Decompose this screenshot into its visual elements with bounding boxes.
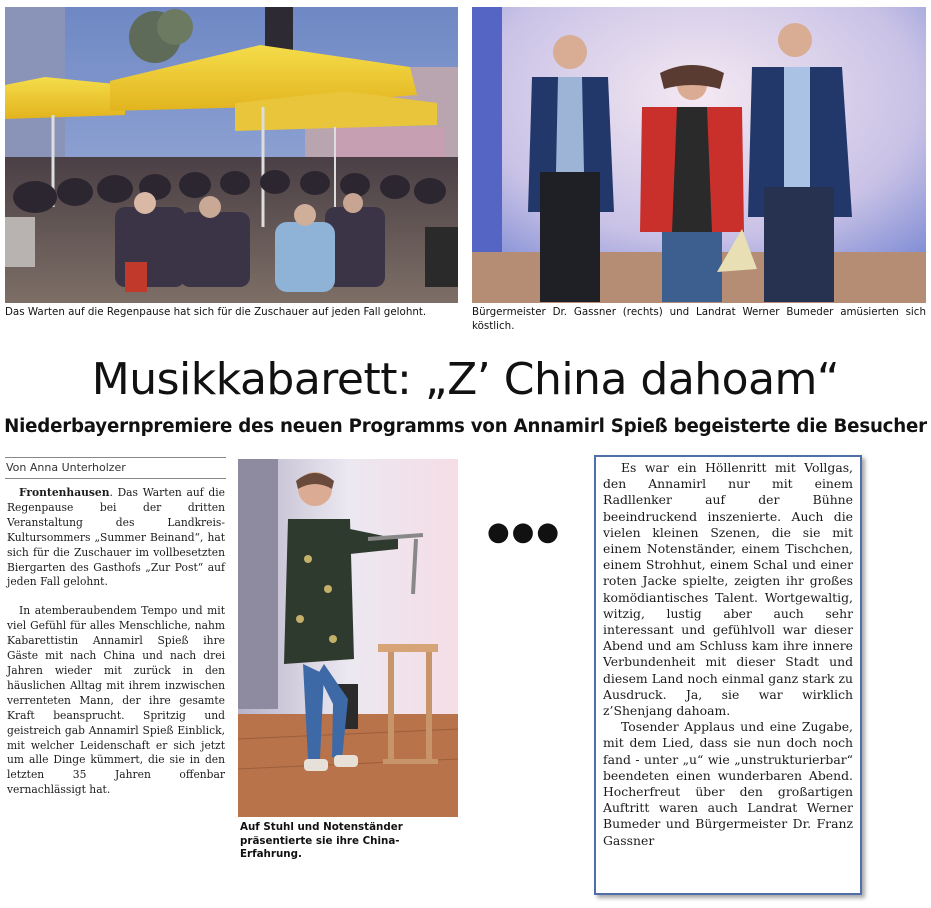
- caption-top-right: Bürgermeister Dr. Gassner (rechts) und Landrat Werner Bumeder amüsierten sich köstlich.: [472, 306, 926, 332]
- boxed-article-continuation: [594, 455, 862, 895]
- paragraph-2: In atemberaubendem Tempo und mit viel Gefühl für alles Menschliche, nahm Kabarettistin Annamirl Spieß ihre Gäste mit nach China und nach drei Jahren wieder mit zurück in den häuslichen Alltag mit ihrem inzwischen verrenteten Mann, der ihre gesamte Kraft beansprucht. Spritzig und geistreich gab Annamirl Spieß Einblick, mit welcher Leidenschaft er sich jetzt um alle Dinge kümmert, die sie in den letzten 35 Jahren offenbar vernachlässigt hat.: [7, 604, 225, 797]
- byline-rule: [5, 457, 226, 458]
- photo-audience-beer-garden: [5, 7, 458, 303]
- boxed-paragraph-2: Tosender Applaus und eine Zugabe, mit dem Lied, dass sie nun doch noch fand - unter „u“ wie „unstrukturierbar“ beendeten einen wunderbaren Abend. Hocherfreut über den großartigen Auftritt waren auch Landrat Werner Bumeder und Bürgermeister Dr. Franz Gassner: [603, 719, 853, 848]
- byline-rule-bottom: [5, 478, 226, 479]
- photo-performer-stage: [238, 459, 458, 817]
- dateline-place: Frontenhausen: [19, 486, 110, 499]
- byline: Von Anna Unterholzer: [6, 461, 126, 474]
- subheadline: Niederbayernpremiere des neuen Programms von Annamirl Spieß begeisterte die Besucher: [4, 416, 927, 437]
- caption-middle: Auf Stuhl und Notenständer präsentierte sie ihre China-Erfahrung.: [240, 821, 403, 860]
- caption-top-left: Das Warten auf die Regenpause hat sich für die Zuschauer auf jeden Fall gelohnt.: [5, 306, 427, 318]
- boxed-paragraph-1: Es war ein Höllenritt mit Vollgas, den Annamirl nur mit einem Radllenker auf der Bühne beeindruckend inszenierte. Auch die vielen kleinen Szenen, die sie mit einem Notenständer, einem Tischchen, einem Strohhut, einem Schal und einer roten Jacke spielte, zeigten ihr großes komödiantisches Talent. Wortgewaltig, witzig, lustig aber auch sehr interessant und gefühlvoll war dieser Abend und am Schluss kam ihre innere Verbundenheit mit dieser Stadt und diesem Land noch einmal ganz stark zu Ausdruck. Ja, sie war wirklich z’Shenjang dahoam.: [603, 460, 853, 719]
- continuation-dots: ●●●: [487, 517, 562, 547]
- photo-three-people: [472, 7, 926, 303]
- paragraph-1: . Das Warten auf die Regenpause bei der dritten Veranstaltung des Landkreis-Kultursommers „Summer Beinand“, hat sich für die Zuschauer im vollbesetzten Biergarten des Gasthofs „Zur Post“ auf jeden Fall gelohnt.: [7, 486, 225, 589]
- headline: Musikkabarett: „Z’ China dahoam“: [91, 354, 840, 405]
- article-left-column: [7, 486, 225, 812]
